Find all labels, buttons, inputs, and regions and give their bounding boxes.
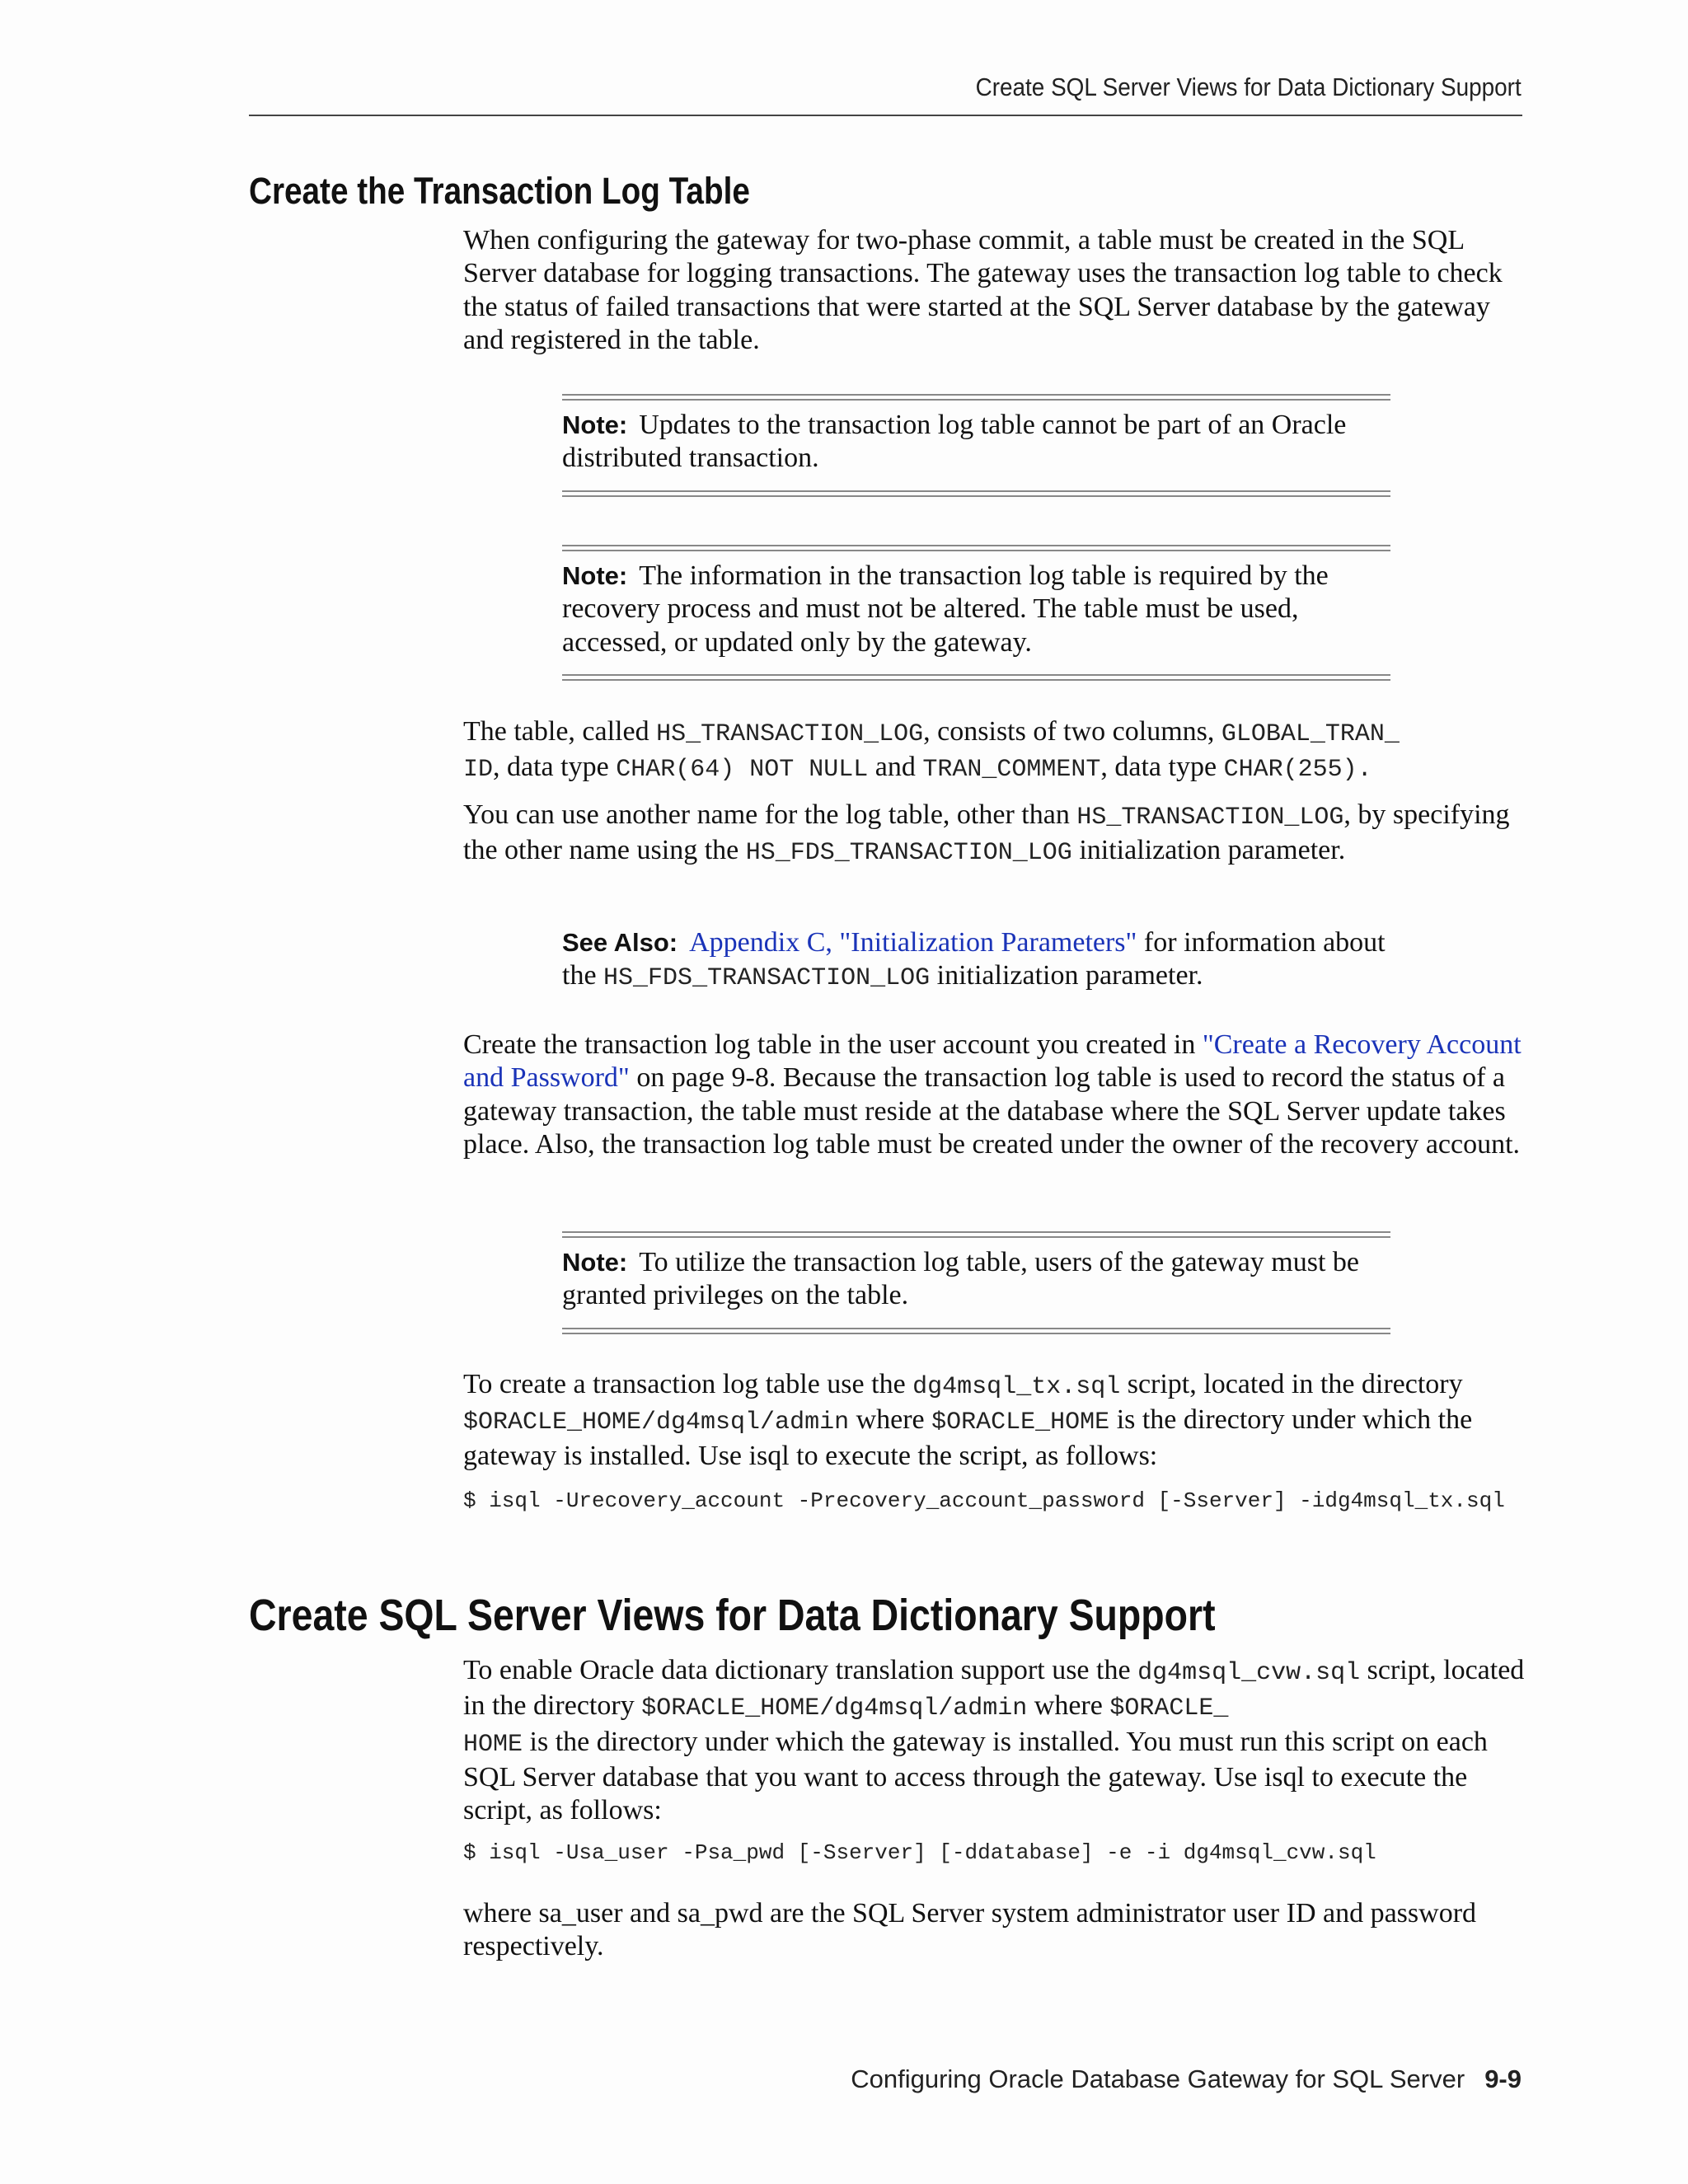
text-run: To enable Oracle data dictionary translation support use the [463, 1655, 1138, 1685]
page-footer [851, 2064, 1522, 2094]
section-heading-sql-server-views: Create SQL Server Views for Data Dictionary Support [249, 1591, 1216, 1640]
inline-code: dg4msql_tx.sql [912, 1373, 1121, 1401]
intro-paragraph: When configuring the gateway for two-phase commit, a table must be created in the SQL Server database for logging transactions. The gateway uses the transaction log table to check the status of failed transactions that were started at the SQL Server database by the gateway and registered in the table. [463, 225, 1503, 355]
text-run: for information about the [562, 927, 1386, 991]
note-label: Note: [562, 1248, 628, 1277]
text-run: , data type [493, 752, 617, 783]
page-number: 9-9 [1484, 2064, 1522, 2093]
text-run: Create the transaction log table in the user account you created in [463, 1029, 1203, 1060]
inline-code: HOME [463, 1730, 523, 1759]
inline-code: $ORACLE_HOME [931, 1408, 1110, 1437]
text-run: You can use another name for the log table, other than [463, 799, 1077, 830]
text-run: , consists of two columns, [923, 716, 1221, 747]
text-run: The table, called [463, 716, 657, 747]
note-label: Note: [562, 410, 628, 439]
note-text: The information in the transaction log table is required by the recovery process and must not be altered. The table must be used, accessed, or updated only by the gateway. [562, 560, 1329, 658]
appendix-c-link[interactable]: Appendix C, "Initialization Parameters" [689, 927, 1137, 958]
text-run: is the directory under which the gateway is installed. Use isql to execute the script, as follows: [463, 1404, 1473, 1471]
inline-code: $ORACLE_HOME/dg4msql/admin [463, 1408, 850, 1437]
note-text: Updates to the transaction log table cannot be part of an Oracle distributed transaction. [562, 410, 1347, 474]
inline-code: HS_TRANSACTION_LOG [656, 720, 924, 748]
table-columns-paragraph [463, 715, 1526, 787]
note-bottom-rule [562, 490, 1390, 499]
text-run: To create a transaction log table use the [463, 1369, 913, 1399]
text-run: initialization parameter. [1071, 835, 1346, 866]
inline-code: TRAN_COMMENT [922, 756, 1101, 785]
note-bottom-rule [562, 1328, 1390, 1336]
note-top-rule [562, 394, 1390, 402]
inline-code: HS_FDS_TRANSACTION_LOG [603, 964, 931, 993]
inline-code: HS_TRANSACTION_LOG [1076, 804, 1344, 832]
text-run: where [849, 1404, 932, 1436]
see-also-box [562, 926, 1386, 996]
isql-tx-command: $ isql -Urecovery_account -Precovery_account_password [-Sserver] -idg4msql_tx.sql [463, 1488, 1505, 1513]
note-label: Note: [562, 561, 628, 590]
note-top-rule [562, 1231, 1390, 1240]
credentials-paragraph: where sa_user and sa_pwd are the SQL Server system administrator user ID and password respectively. [463, 1898, 1477, 1962]
text-run: script, located in the directory [1120, 1369, 1463, 1399]
text-run: where [1027, 1690, 1110, 1722]
see-also-label: See Also: [562, 928, 678, 957]
text-run: , by specifying the other name using the [463, 799, 1510, 866]
header-rule [249, 115, 1522, 116]
footer-title: Configuring Oracle Database Gateway for SQL Server [851, 2064, 1465, 2093]
inline-code: $ORACLE_HOME/dg4msql/admin [641, 1694, 1028, 1723]
log-name-paragraph [463, 799, 1526, 870]
inline-code: dg4msql_cvw.sql [1137, 1659, 1361, 1687]
text-run: initialization parameter. [930, 960, 1203, 991]
create-table-paragraph [463, 1029, 1526, 1161]
inline-code: HS_FDS_TRANSACTION_LOG [745, 839, 1072, 868]
note-bottom-rule [562, 674, 1390, 682]
isql-cvw-command: $ isql -Usa_user -Psa_pwd [-Sserver] [-ddatabase] -e -i dg4msql_cvw.sql [463, 1840, 1376, 1865]
inline-code: GLOBAL_TRAN_ [1221, 720, 1400, 748]
note-text: To utilize the transaction log table, users of the gateway must be granted privileges on the table. [562, 1247, 1360, 1311]
inline-code: $ORACLE_ [1109, 1694, 1229, 1723]
text-run: script, located in the directory [463, 1655, 1525, 1722]
recovery-account-link[interactable]: "Create a Recovery Account and Password" [463, 1029, 1522, 1094]
note-top-rule [562, 545, 1390, 553]
inline-code: CHAR(255). [1223, 756, 1372, 785]
text-run: and [868, 752, 923, 783]
script-paragraph [463, 1368, 1526, 1473]
inline-code: ID [463, 756, 494, 785]
text-run: , data type [1100, 752, 1224, 783]
note-privileges [562, 1246, 1386, 1313]
note-updates [562, 409, 1386, 476]
section-heading-transaction-log: Create the Transaction Log Table [249, 170, 750, 212]
text-run: on page 9-8. Because the transaction log table is used to record the status of a gateway transaction, the table must reside at the database where the SQL Server update takes place. Also, the transaction log table must be created under the owner of the recovery account. [463, 1062, 1521, 1160]
running-header: Create SQL Server Views for Data Dictionary Support [975, 73, 1522, 101]
text-run: is the directory under which the gateway is installed. You must run this script on each SQL Server database that you want to access through the gateway. Use isql to execute the script, as follows: [463, 1726, 1488, 1826]
views-paragraph [463, 1654, 1526, 1827]
inline-code: CHAR(64) NOT NULL [616, 756, 869, 785]
note-recovery [562, 560, 1386, 659]
